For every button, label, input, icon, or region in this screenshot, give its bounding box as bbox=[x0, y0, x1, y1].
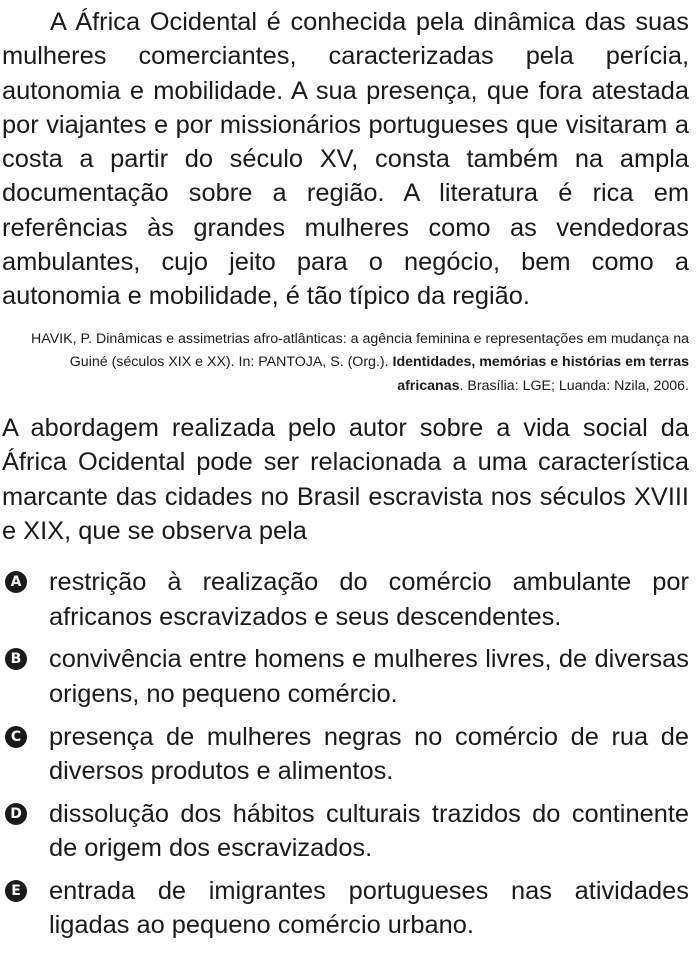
option-a-letter-icon[interactable]: A bbox=[5, 571, 27, 593]
option-a-text: restrição à realização do comércio ambulante por africanos escravizados e seus descendentes. bbox=[49, 568, 689, 631]
citation-book-title: Identidades, memórias e histórias em terras africanas bbox=[392, 354, 689, 394]
option-a[interactable] bbox=[2, 565, 689, 634]
option-d-letter-icon[interactable]: D bbox=[5, 803, 27, 825]
question-stem: A abordagem realizada pelo autor sobre a vida social da África Ocidental pode ser relacionada a uma característica marcante das cidades no Brasil escravista nos séculos XVIII e XIX, que se observa pela bbox=[2, 414, 689, 546]
option-c-text: presença de mulheres negras no comércio de rua de diversos produtos e alimentos. bbox=[49, 722, 689, 785]
option-b-text: convivência entre homens e mulheres livres, de diversas origens, no pequeno comércio. bbox=[49, 645, 689, 708]
citation bbox=[2, 328, 689, 399]
option-e-letter-icon[interactable]: E bbox=[5, 880, 27, 902]
option-c[interactable] bbox=[2, 720, 689, 789]
option-e-text: entrada de imigrantes portugueses nas atividades ligadas ao pequeno comércio urbano. bbox=[49, 876, 689, 940]
option-c-letter-icon[interactable]: C bbox=[5, 726, 27, 748]
answer-options bbox=[2, 565, 689, 942]
option-d[interactable] bbox=[2, 797, 689, 866]
option-b[interactable] bbox=[2, 642, 689, 711]
citation-reference: HAVIK, P. Dinâmicas e assimetrias afro-atlânticas: a agência feminina e representações em mudança na Guiné (séculos XIX e XX). In: PANTOJA, S. (Org.). bbox=[31, 330, 689, 371]
passage-text: A África Ocidental é conhecida pela dinâmica das suas mulheres comerciantes, caracterizadas pela perícia, autonomia e mobilidade. A sua presença, que fora atestada por viajantes e por missionários portugueses que visitaram a costa a partir do século XV, consta também na ampla documentação sobre a região. A literatura é rica em referências às grandes mulheres como as vendedoras ambulantes, cujo jeito para o negócio, bem como a autonomia e mobilidade, é tão típico da região. bbox=[2, 8, 689, 311]
option-e[interactable] bbox=[2, 874, 689, 943]
citation-publisher: . Brasília: LGE; Luanda: Nzila, 2006. bbox=[459, 377, 689, 394]
option-b-letter-icon[interactable]: B bbox=[5, 648, 27, 670]
option-d-text: dissolução dos hábitos culturais trazidos do continente de origem dos escravizados. bbox=[49, 799, 689, 862]
